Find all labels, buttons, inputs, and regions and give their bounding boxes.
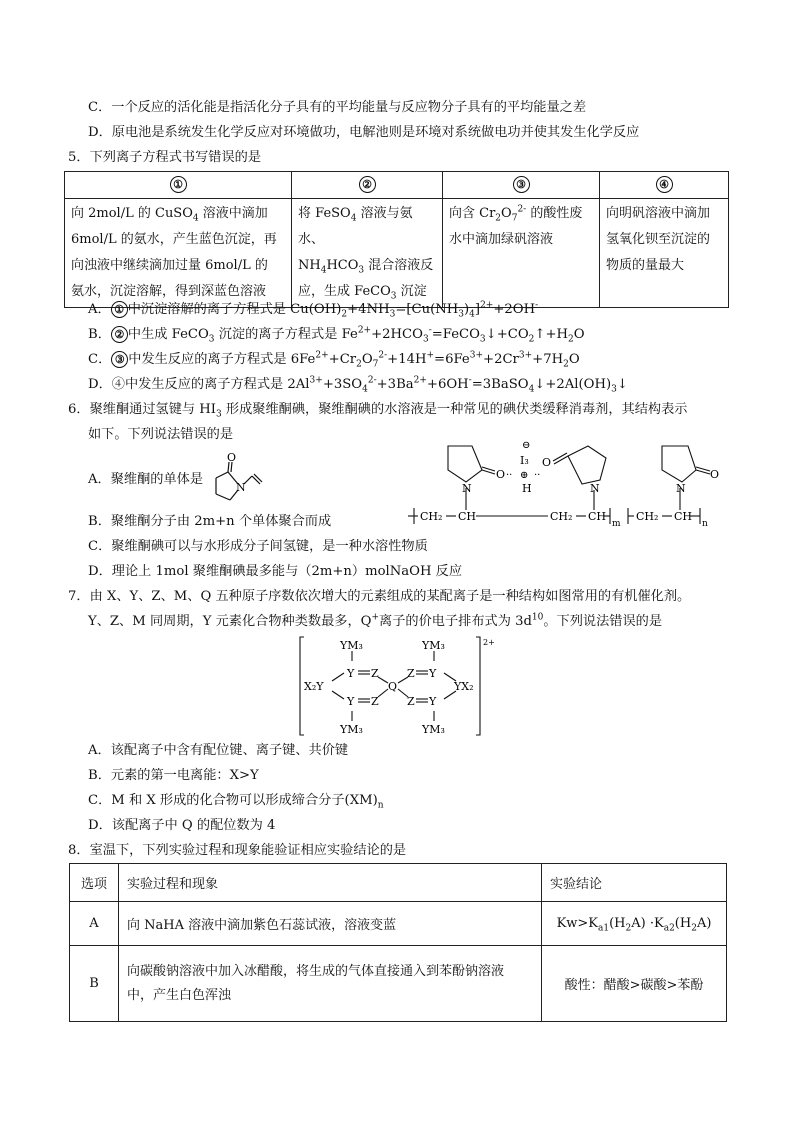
q6-option-a: A．聚维酮的单体是	[88, 472, 204, 487]
backbone-ch-3: CH	[674, 510, 693, 523]
yx2-right: YX₂	[454, 680, 474, 693]
monomer-n: N	[236, 481, 246, 494]
ring1-o: O	[496, 468, 506, 481]
q5-stem: 5．下列离子方程式书写错误的是	[68, 150, 262, 165]
backbone-ch-1: CH	[458, 510, 477, 523]
q6-stem-line1: 6．聚维酮通过氢键与 $HI_3$ 形成聚维酮碘，聚维酮碘的水溶液是一种常见的碘伏类缓释消毒剂，其结构表示	[68, 402, 688, 420]
q6-option-b: B．聚维酮分子由 2m+n 个单体聚合而成	[88, 514, 332, 529]
table-cell-3: 向含 $Cr_2O_7^{2-}$ 的酸性废 水中滴加绿矾溶液	[443, 199, 600, 308]
ym3-bottom-right: YM₃	[422, 723, 445, 736]
y-upper-left: Y	[347, 667, 355, 680]
y-lower-left: Y	[347, 695, 355, 708]
q7-stem-line1: 7．由 X、Y、Z、M、Q 五种原子序数依次增大的元素组成的某配离子是一种结构如图常用的有机催化剂。	[68, 589, 691, 604]
ring2-o: O	[542, 456, 552, 469]
x2y-left: X₂Y	[304, 680, 324, 693]
q7-option-b: B．元素的第一电离能：X>Y	[88, 768, 259, 783]
q5-option-c: C． ③ 中发生反应的离子方程式是 $6Fe^{2+}+Cr_2O_7^{2-}+14H^+=6Fe^{3+}+2Cr^{3+}+7H_2O$	[88, 350, 580, 370]
monomer-structure	[200, 452, 278, 506]
proton-label: H	[522, 482, 532, 495]
ring2-n: N	[590, 482, 600, 495]
ring3-o: O	[710, 468, 720, 481]
svg-text:··: ··	[506, 470, 513, 481]
backbone-ch2-1: CH₂	[420, 510, 443, 523]
table-header-2: ②	[359, 176, 376, 193]
z-upper-right: Z	[407, 667, 415, 680]
ym3-top-right: YM₃	[422, 639, 445, 652]
q7-option-a: A．该配离子中含有配位键、离子键、共价键	[88, 743, 349, 758]
z-upper-left: Z	[371, 667, 379, 680]
ym3-top-left: YM₃	[340, 639, 363, 652]
z-lower-left: Z	[371, 695, 379, 708]
q-center: Q	[388, 680, 398, 693]
q5-option-a: A． ① 中沉淀溶解的离子方程式是 $Cu(OH)_2+4NH_3=[Cu(NH_3)_4]^{2+}+2OH^-$	[88, 300, 539, 320]
iodide-charge: ⊖	[522, 440, 531, 451]
q6-stem-line2: 如下。下列说法错误的是	[88, 427, 234, 442]
q4-option-c: C．一个反应的活化能是指活化分子具有的平均能量与反应物分子具有的平均能量之差	[88, 100, 587, 115]
q7-stem-line2: Y、Z、M 同周期，Y 元素化合物种类数最多，Q+离子的价电子排布式为 $3d^{10}$。下列说法错误的是	[88, 612, 663, 629]
row-a-process: 向 NaHA 溶液中滴加紫色石蕊试液，溶液变蓝	[119, 902, 542, 946]
q6-option-d: D．理论上 1mol 聚维酮碘最多能与（2m+n）molNaOH 反应	[88, 564, 463, 579]
z-lower-right: Z	[407, 695, 415, 708]
q4-option-d: D．原电池是系统发生化学反应对环境做功，电解池则是环境对系统做电功并使其发生化学反应	[88, 125, 640, 140]
ym3-bottom-left: YM₃	[340, 723, 363, 736]
backbone-ch2-3: CH₂	[636, 510, 659, 523]
table-cell-2: 将 FeSO$_4$ 溶液与氨水、 $NH_4HCO_3$ 混合溶液反 应，生成 FeCO$_3$ 沉淀	[292, 199, 443, 308]
table-header-option: 选项	[70, 864, 119, 902]
q8-table	[69, 863, 727, 1022]
backbone-ch2-2: CH₂	[550, 510, 573, 523]
svg-text:··: ··	[534, 470, 541, 481]
subscript-m: m	[612, 519, 621, 528]
povidone-iodine-structure	[400, 436, 720, 528]
ion-charge: 2+	[483, 638, 495, 647]
q5-option-b: B． ② 中生成 FeCO$_3$ 沉淀的离子方程式是 $Fe^{2+}+2HCO_3^-=FeCO_3↓+CO_2↑+H_2O$	[88, 325, 585, 345]
y-lower-right: Y	[429, 695, 437, 708]
q8-stem: 8．室温下，下列实验过程和现象能验证相应实验结论的是	[68, 843, 407, 858]
monomer-o: O	[227, 452, 237, 464]
iodide-label: I₃	[520, 454, 529, 467]
subscript-n: n	[702, 519, 708, 528]
ring3-n: N	[676, 482, 686, 495]
y-upper-right: Y	[429, 667, 437, 680]
ring1-n: N	[462, 482, 472, 495]
table-cell-1: 向 2mol/L 的 CuSO$_4$ 溶液中滴加 6mol/L 的氨水，产生蓝色沉淀，再 向浊液中继续滴加过量 6mol/L 的 氨水，沉淀溶解，得到深蓝色溶液	[65, 199, 292, 308]
q7-option-d: D．该配离子中 Q 的配位数为 4	[88, 818, 276, 833]
q6-option-c: C．聚维酮碘可以与水形成分子间氢键，是一种水溶性物质	[88, 539, 428, 554]
row-b-process: 向碳酸钠溶液中加入冰醋酸，将生成的气体直接通入到苯酚钠溶液 中，产生白色浑浊	[119, 946, 542, 1022]
table-header-conclusion: 实验结论	[542, 864, 727, 902]
complex-ion-structure	[296, 633, 496, 741]
table-header-process: 实验过程和现象	[119, 864, 542, 902]
q5-table	[64, 171, 729, 308]
table-header-4: ④	[656, 176, 673, 193]
row-b-conclusion: 酸性：醋酸>碳酸>苯酚	[542, 946, 727, 1022]
table-cell-4: 向明矾溶液中滴加 氢氧化钡至沉淀的 物质的量最大	[600, 199, 729, 308]
backbone-ch-2: CH	[588, 510, 607, 523]
row-a-conclusion: $Kw>K_{a1}(H_2A) \cdot K_{a2}(H_2A)$	[542, 902, 727, 946]
proton-charge: ⊕	[520, 470, 529, 481]
row-b-label: B	[70, 946, 119, 1022]
table-header-3: ③	[513, 176, 530, 193]
q5-option-d: D．④中发生反应的离子方程式是 $2Al^{3+}+3SO_4^{2-}+3Ba^{2+}+6OH^-=3BaSO_4↓+2Al(OH)_3↓$	[88, 375, 628, 395]
row-a-label: A	[70, 902, 119, 946]
q7-option-c: C．M 和 X 形成的化合物可以形成缔合分子$(XM)_n$	[88, 793, 384, 811]
table-header-1: ①	[170, 176, 187, 193]
